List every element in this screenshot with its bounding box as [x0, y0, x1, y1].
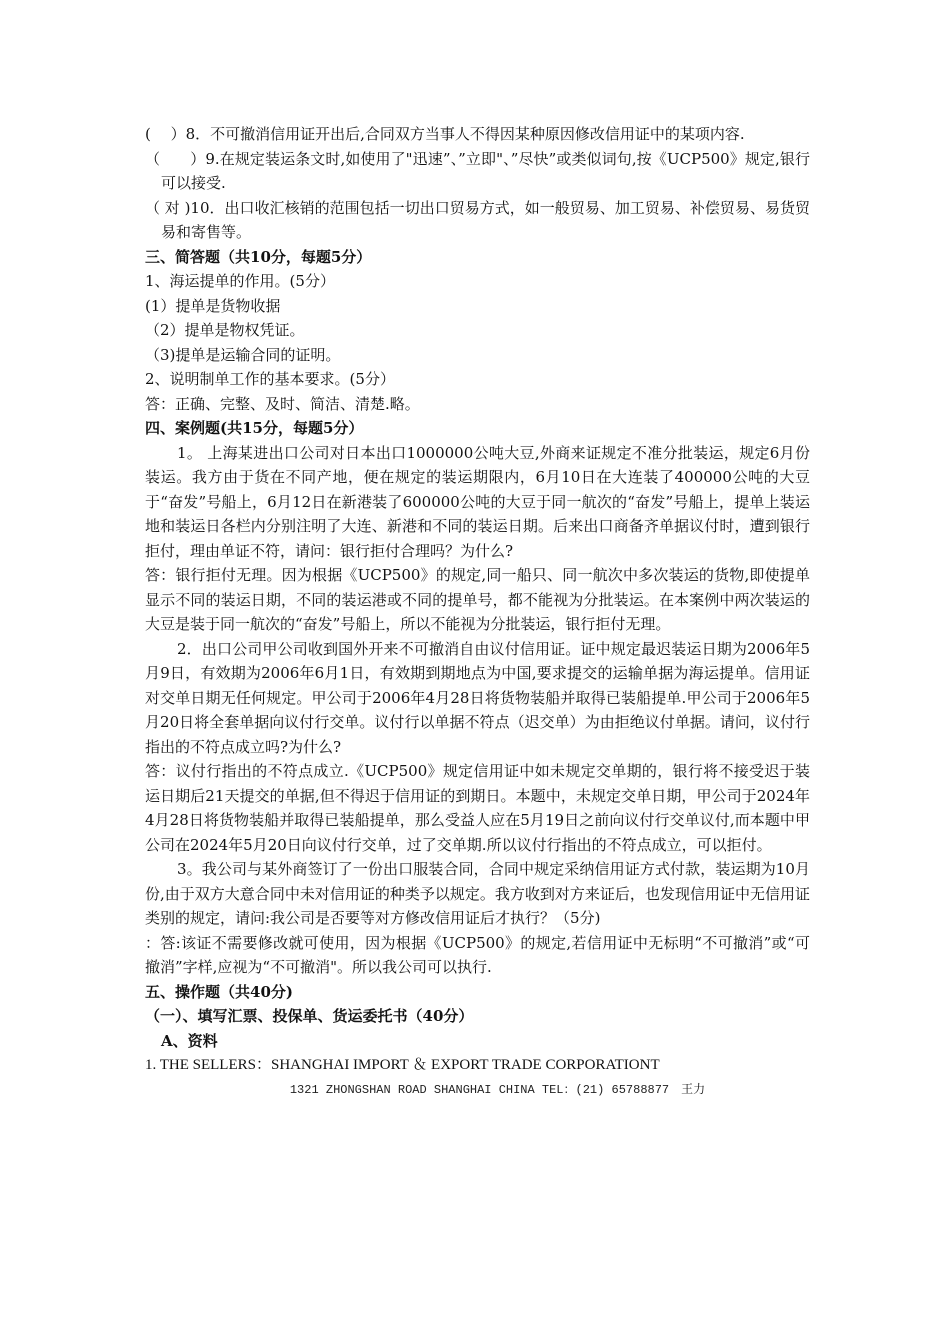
sellers-address: 1321 ZHONGSHAN ROAD SHANGHAI CHINA TEL：(21) 65788877 王力 [289, 1082, 706, 1097]
case-2-answer: 答：议付行指出的不符点成立.《UCP500》规定信用证中如未规定交单期的，银行将不接受迟于装运日期后21天提交的单据,但不得迟于信用证的到期日。本题中，未规定交单日期，甲公司于2024年4月28日将货物装船并取得已装船提单，那么受益人应在5月19日之前向议付行交单议付,而本题中甲公司在2024年5月20日向议付行交单，过了交单期.所以议付行指出的不符点成立，可以拒付。 [145, 762, 810, 854]
section-3-question-1: 1、海运提单的作用。(5分） [145, 272, 335, 290]
case-1-answer: 答：银行拒付无理。因为根据《UCP500》的规定,同一船只、同一航次中多次装运的货物,即使提单显示不同的装运日期，不同的装运港或不同的提单号，都不能视为分批装运。在本案例中两次装运的大豆是装于同一航次的“奋发”号船上，所以不能视为分批装运，银行拒付无理。 [145, 566, 810, 633]
case-1-question: 1。 上海某进出口公司对日本出口1000000公吨大豆,外商来证规定不准分批装运，规定6月份装运。我方由于货在不同产地，便在规定的装运期限内，6月10日在大连装了400000公吨的大豆于“奋发”号船上，6月12日在新港装了600000公吨的大豆于同一航次的“奋发”号船上，提单上装运地和装运日各栏内分别注明了大连、新港和不同的装运日期。后来出口商备齐单据议付时，遭到银行拒付，理由单证不符，请问：银行拒付合理吗？为什么? [145, 443, 810, 560]
tf-question-8: ( ）8．不可撤消信用证开出后,合同双方当事人不得因某种原因修改信用证中的某项内容. [145, 125, 745, 143]
part-a-heading: A、资料 [161, 1031, 218, 1050]
section-5-subheading: （一）、填写汇票、投保单、货运委托书（40分） [145, 1007, 474, 1025]
tf-question-9: （ ）9.在规定装运条文时,如使用了"迅速”、”立即"、”尽快”或类似词句,按《UCP500》规定,银行可以接受. [145, 149, 810, 192]
section-3-answer-2: 答：正确、完整、及时、简洁、清楚.略。 [145, 394, 420, 413]
case-3-answer: ：答:该证不需要修改就可使用，因为根据《UCP500》的规定,若信用证中无标明“不可撤消”或“可撤消”字样,应视为“不可撤消"。所以我公司可以执行. [145, 933, 810, 976]
case-3-question: 3。我公司与某外商签订了一份出口服装合同，合同中规定采纳信用证方式付款，装运期为10月份,由于双方大意合同中未对信用证的种类予以规定。我方收到对方来证后，也发现信用证中无信用证类别的规定，请问:我公司是否要等对方修改信用证后才执行？（5分) [145, 860, 810, 927]
section-3-question-2: 2、说明制单工作的基本要求。(5分） [145, 370, 395, 388]
document-page [145, 122, 810, 1102]
section-3-heading: 三、简答题（共10分，每题5分） [145, 247, 372, 266]
section-4-heading: 四、案例题(共15分，每题5分） [145, 419, 364, 437]
section-3-answer-1-item-1: (1）提单是货物收据 [145, 296, 281, 315]
section-3-answer-1-item-3: （3)提单是运输合同的证明。 [145, 345, 341, 364]
section-3-answer-1-item-2: （2）提单是物权凭证。 [145, 321, 305, 339]
tf-question-10: （ 对 )10．出口收汇核销的范围包括一切出口贸易方式，如一般贸易、加工贸易、补偿贸易、易货贸易和寄售等。 [145, 198, 810, 241]
case-2-question: 2．出口公司甲公司收到国外开来不可撤消自由议付信用证。证中规定最迟装运日期为2006年5月9日，有效期为2006年6月1日，有效期到期地点为中国,要求提交的运输单据为海运提单。信用证对交单日期无任何规定。甲公司于2006年4月28日将货物装船并取得已装船提单.甲公司于2006年5月20日将全套单据向议付行交单。议付行以单据不符点（迟交单）为由拒绝议付单据。请问，议付行指出的不符点成立吗?为什么? [145, 639, 810, 756]
section-5-heading: 五、操作题（共40分) [145, 982, 293, 1001]
sellers-line: 1. THE SELLERS：SHANGHAI IMPORT ＆ EXPORT TRADE CORPORATIONT [145, 1057, 660, 1073]
